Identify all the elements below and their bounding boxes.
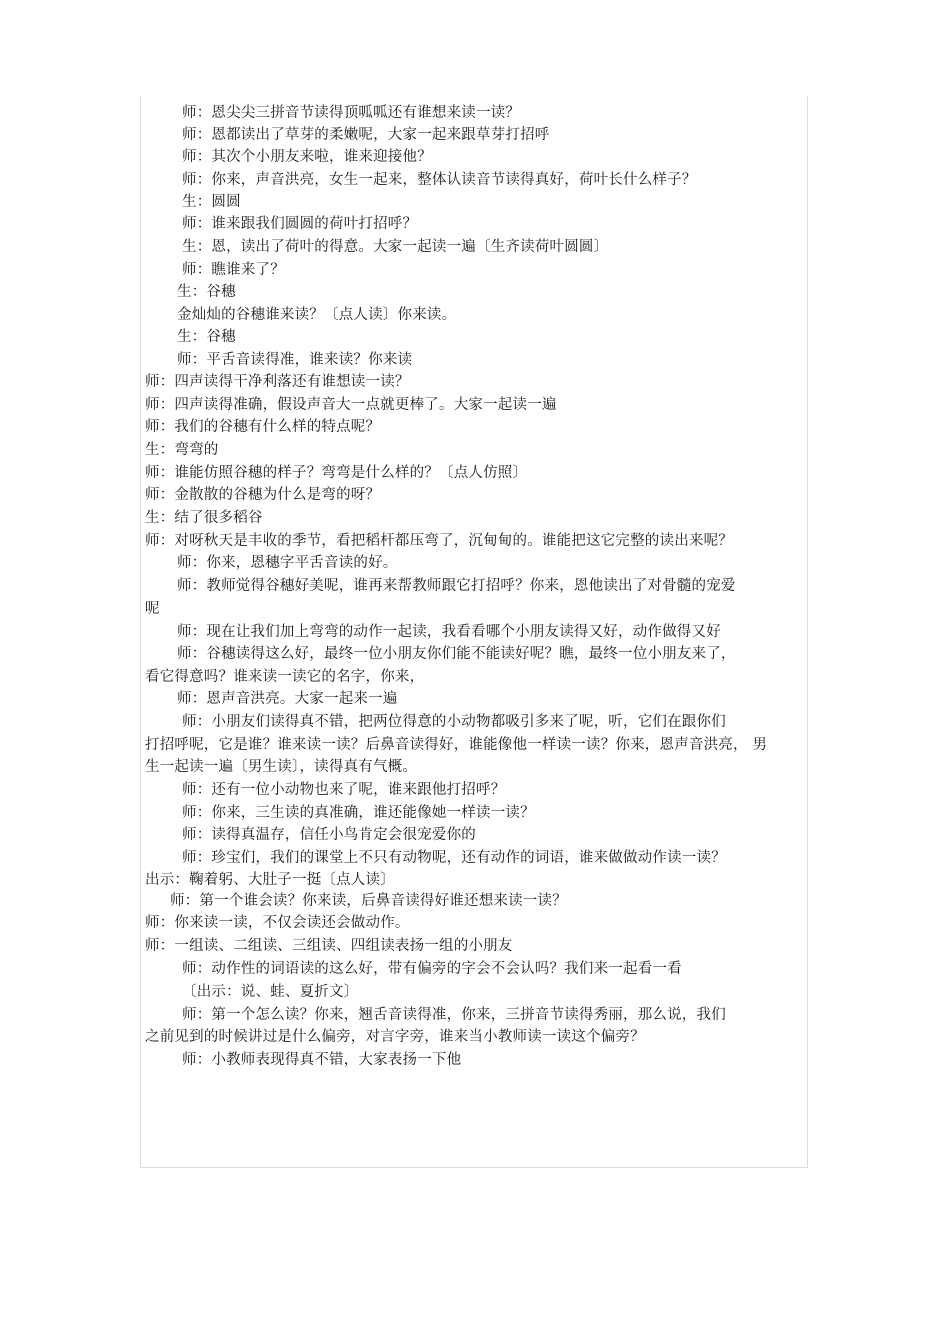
- text-line-30: 生一起读一遍〔男生读〕，读得真有气概。: [145, 759, 418, 775]
- text-line-19: 生：结了很多稻谷: [145, 510, 263, 526]
- text-line-2: 师：恩都读出了草芽的柔嫩呢，大家一起来跟草芽打招呼: [182, 127, 550, 143]
- text-line-11: 生：谷穗: [177, 329, 236, 345]
- text-line-13: 师：四声读得干净利落还有谁想读一读？: [145, 374, 410, 390]
- text-line-9: 生：谷穗: [177, 284, 236, 300]
- text-line-7: 生：恩，读出了荷叶的得意。大家一起读一遍〔生齐读荷叶圆圆〕: [182, 239, 609, 255]
- text-line-37: 师：你来读一读，不仅会读还会做动作。: [145, 915, 410, 931]
- text-line-38: 师：一组读、二组读、三组读、四组读表扬一组的小朋友: [145, 938, 513, 954]
- text-line-22: 师：教师觉得谷穗好美呢，谁再来帮教师跟它打招呼？你来，恩他读出了对骨髓的宠爱: [177, 578, 736, 594]
- text-line-36: 师：第一个谁会读？你来读，后鼻音读得好谁还想来读一读？: [170, 893, 567, 909]
- text-line-29: 打招呼呢，它是谁？谁来读一读？后鼻音读得好，谁能像他一样读一读？你来，恩声音洪亮， 男: [145, 737, 768, 753]
- text-line-10: 金灿灿的谷穗谁来读？〔点人读〕你来读。: [177, 307, 457, 323]
- text-line-25: 师：谷穗读得这么好，最终一位小朋友你们能不能读好呢？瞧，最终一位小朋友来了，: [177, 646, 736, 662]
- text-line-23: 呢: [145, 601, 160, 617]
- text-line-20: 师：对呀秋天是丰收的季节，看把稻杆都压弯了，沉甸甸的。谁能把这它完整的读出来呢？: [145, 533, 733, 549]
- text-line-21: 师：你来，恩穗字平舌音读的好。: [177, 555, 398, 571]
- text-line-1: 师：恩尖尖三拼音节读得顶呱呱还有谁想来读一读？: [182, 105, 521, 121]
- text-line-5: 生：圆圆: [182, 194, 241, 210]
- text-line-26: 看它得意吗？谁来读一读它的名字，你来，: [145, 669, 425, 685]
- text-line-24: 师：现在让我们加上弯弯的动作一起读，我看看哪个小朋友读得又好，动作做得又好: [177, 624, 721, 640]
- text-line-18: 师：金散散的谷穗为什么是弯的呀？: [145, 487, 381, 503]
- text-line-27: 师：恩声音洪亮。大家一起来一遍: [177, 691, 398, 707]
- text-line-33: 师：读得真温存，信任小鸟肯定会很宠爱你的: [182, 827, 476, 843]
- text-line-17: 师：谁能仿照谷穗的样子？弯弯是什么样的？〔点人仿照〕: [145, 465, 528, 481]
- text-line-40: 〔出示：说、蛙、夏折文〕: [182, 984, 359, 1000]
- text-line-42: 之前见到的时候讲过是什么偏旁，对言字旁，谁来当小教师读一读这个偏旁？: [145, 1029, 645, 1045]
- text-line-41: 师：第一个怎么读？你来，翘舌音读得准，你来，三拼音节读得秀丽，那么说，我们: [182, 1007, 726, 1023]
- text-line-35: 出示：鞠着躬、大肚子一挺〔点人读〕: [145, 872, 395, 888]
- text-line-12: 师：平舌音读得准，谁来读？你来读: [177, 352, 413, 368]
- text-line-3: 师：其次个小朋友来啦，谁来迎接他？: [182, 149, 432, 165]
- text-line-15: 师：我们的谷穗有什么样的特点呢？: [145, 419, 381, 435]
- text-line-6: 师：谁来跟我们圆圆的荷叶打招呼？: [182, 216, 418, 232]
- text-line-32: 师：你来，三生读的真准确，谁还能像她一样读一读？: [182, 805, 535, 821]
- text-line-31: 师：还有一位小动物也来了呢，谁来跟他打招呼？: [182, 782, 506, 798]
- text-line-43: 师：小教师表现得真不错，大家表扬一下他: [182, 1052, 462, 1068]
- text-line-16: 生：弯弯的: [145, 442, 219, 458]
- text-line-4: 师：你来，声音洪亮，女生一起来，整体认读音节读得真好，荷叶长什么样子？: [182, 172, 697, 188]
- text-line-39: 师：动作性的词语读的这么好，带有偏旁的字会不会认吗？我们来一起看一看: [182, 961, 682, 977]
- text-line-14: 师：四声读得准确，假设声音大一点就更棒了。大家一起读一遍: [145, 397, 557, 413]
- text-line-8: 师：瞧谁来了？: [182, 262, 285, 278]
- text-line-34: 师：珍宝们，我们的课堂上不只有动物呢，还有动作的词语，谁来做做动作读一读？: [182, 850, 726, 866]
- text-line-28: 师：小朋友们读得真不错，把两位得意的小动物都吸引多来了呢，听，它们在跟你们: [182, 714, 726, 730]
